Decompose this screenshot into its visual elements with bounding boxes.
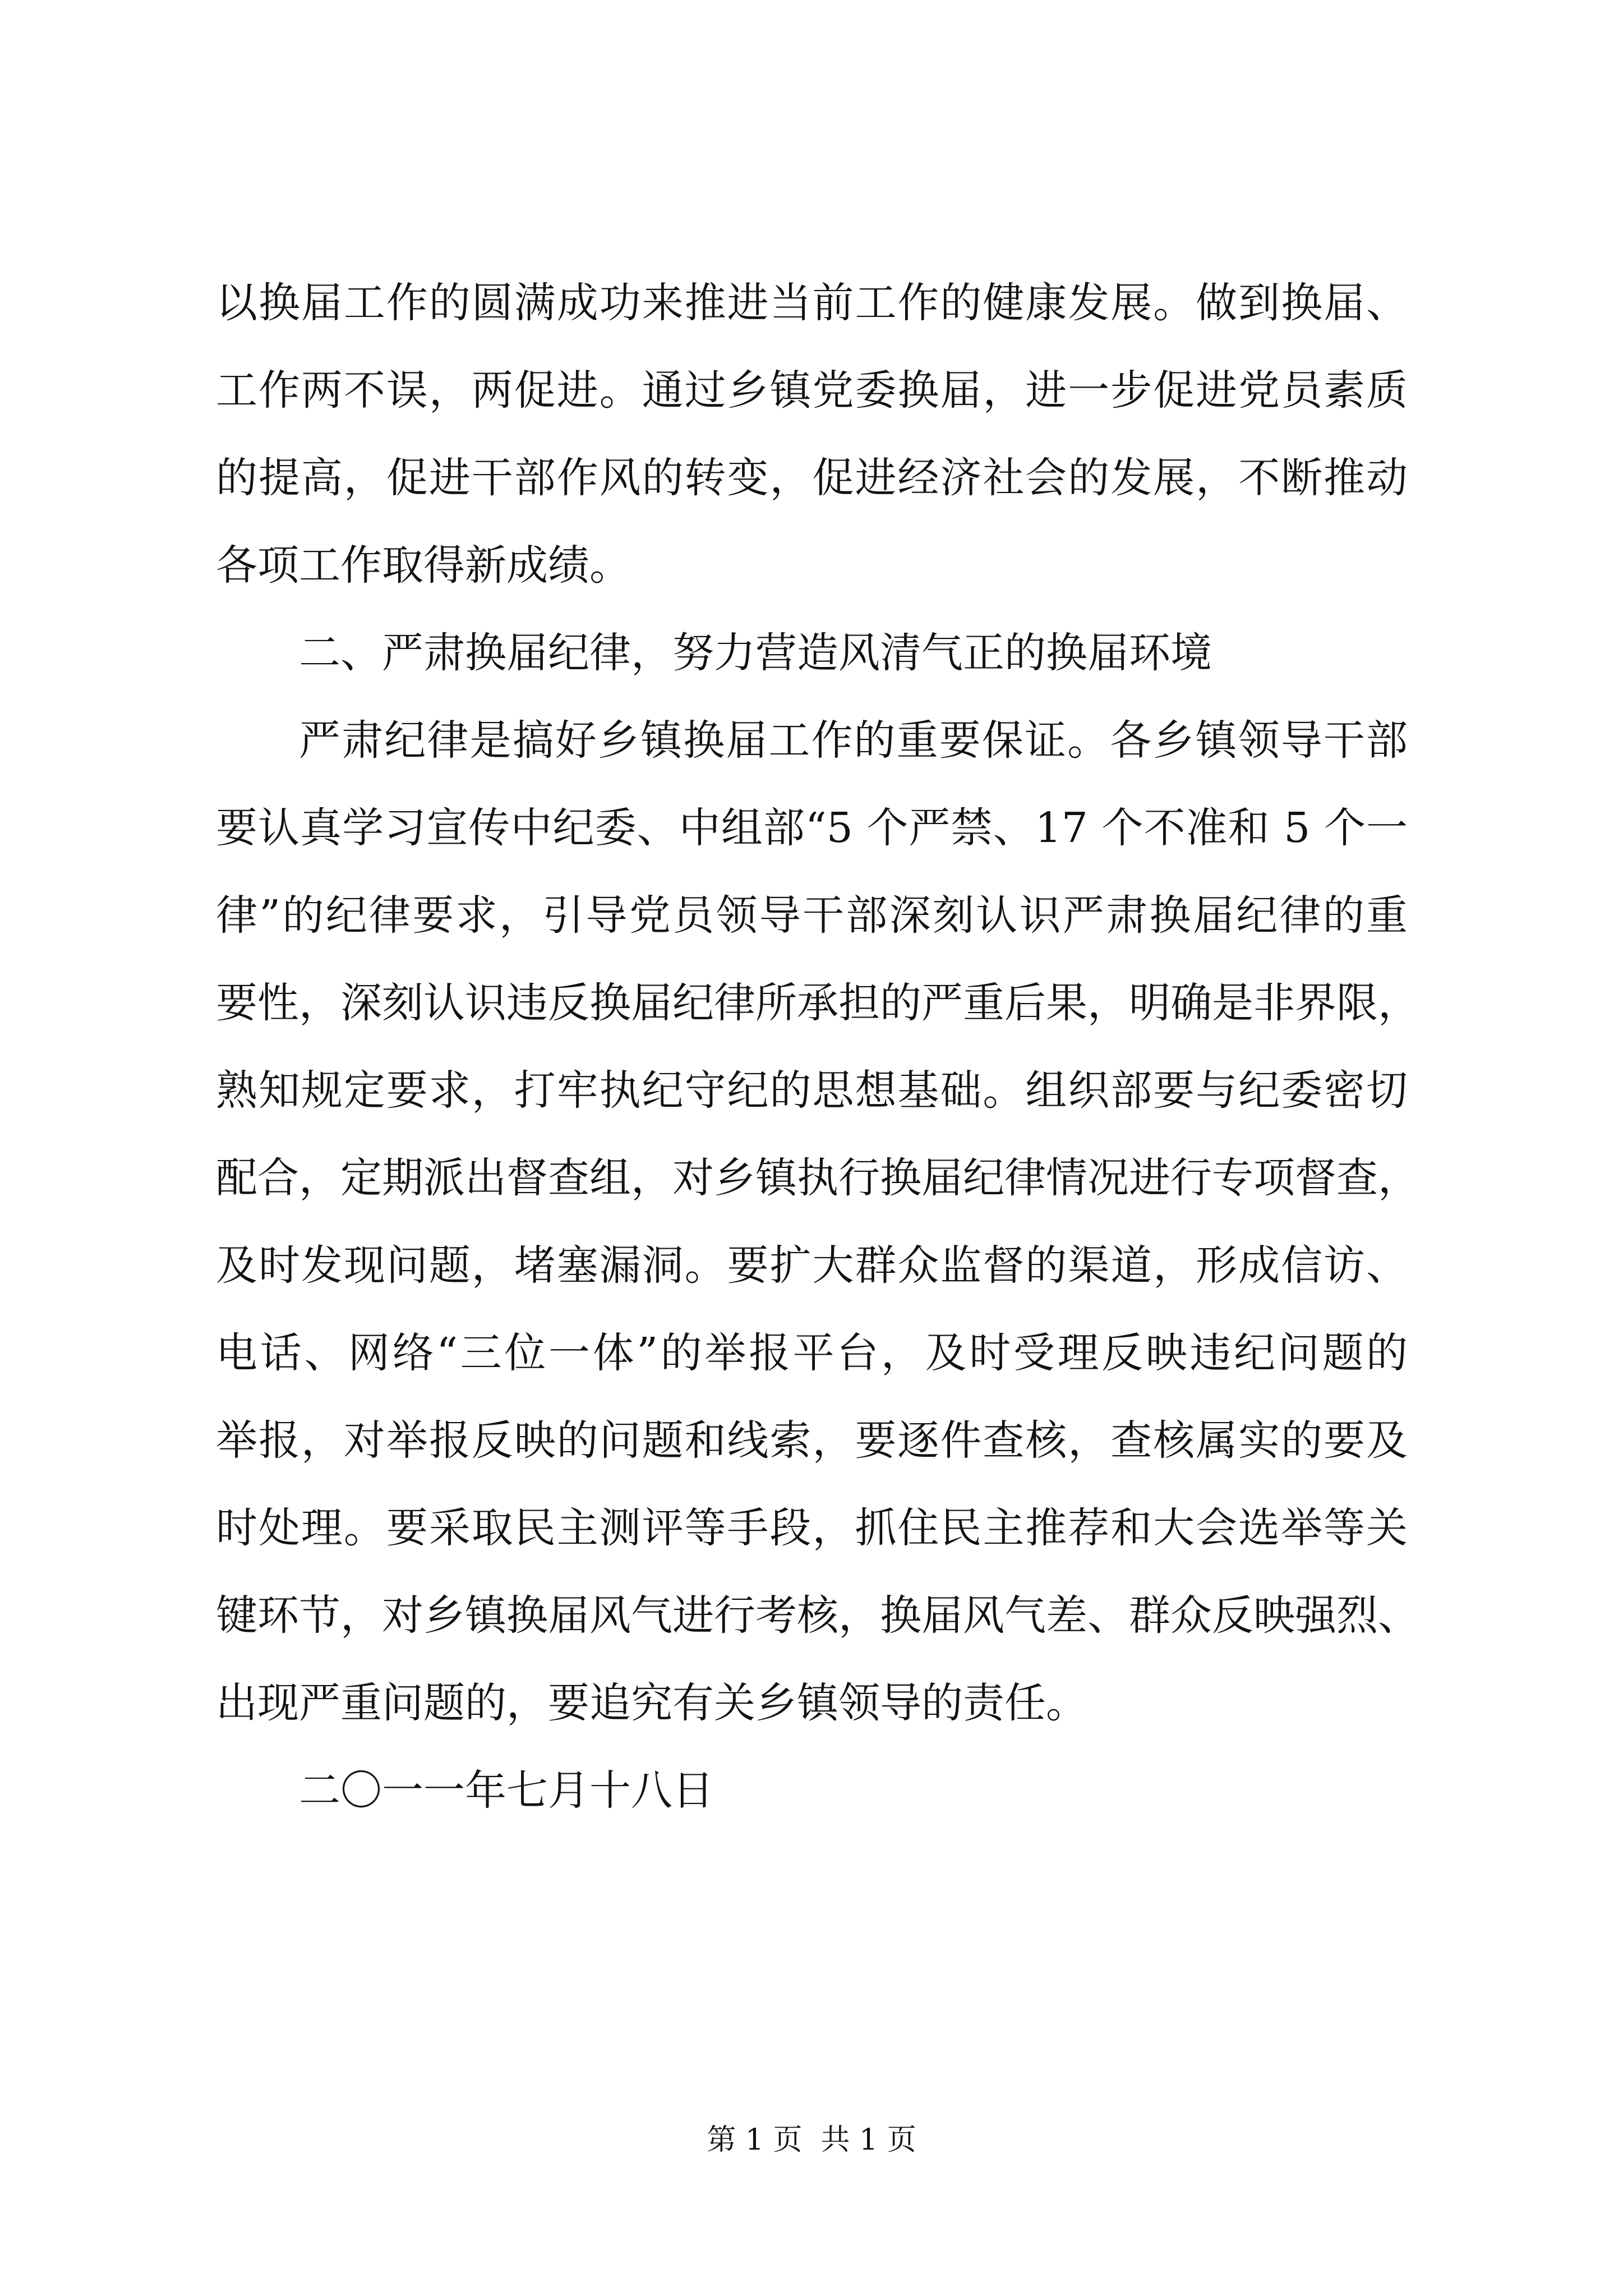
paragraph-2-line-9: 举报，对举报反映的问题和线索，要逐件查核，查核属实的要及 xyxy=(216,1416,1408,1465)
paragraph-1-line-2: 工作两不误，两促进。通过乡镇党委换届，进一步促进党员素质 xyxy=(216,366,1408,415)
paragraph-2-line-1: 严肃纪律是搞好乡镇换届工作的重要保证。各乡镇领导干部 xyxy=(299,716,1408,765)
paragraph-2-line-5: 熟知规定要求，打牢执纪守纪的思想基础。组织部要与纪委密切 xyxy=(216,1066,1408,1115)
paragraph-2-line-6: 配合，定期派出督查组，对乡镇执行换届纪律情况进行专项督查， xyxy=(216,1154,1419,1202)
paragraph-2-line-3: 律”的纪律要求，引导党员领导干部深刻认识严肃换届纪律的重 xyxy=(216,891,1408,940)
paragraph-2-line-7: 及时发现问题，堵塞漏洞。要扩大群众监督的渠道，形成信访、 xyxy=(216,1241,1408,1290)
paragraph-1-line-4: 各项工作取得新成绩。 xyxy=(216,541,631,590)
paragraph-2-line-2: 要认真学习宣传中纪委、中组部“5 个严禁、17 个不准和 5 个一 xyxy=(216,804,1408,852)
paragraph-2-line-12: 出现严重问题的，要追究有关乡镇领导的责任。 xyxy=(216,1679,1087,1727)
section-heading: 二、严肃换届纪律，努力营造风清气正的换届环境 xyxy=(299,629,1212,677)
document-date: 二〇一一年七月十八日 xyxy=(299,1766,714,1815)
paragraph-1-line-3: 的提高，促进干部作风的转变，促进经济社会的发展，不断推动 xyxy=(216,454,1408,502)
document-body xyxy=(216,259,1419,1834)
paragraph-1-line-1: 以换届工作的圆满成功来推进当前工作的健康发展。做到换届、 xyxy=(216,279,1408,327)
paragraph-2-line-8: 电话、网络“三位一体”的举报平台，及时受理反映违纪问题的 xyxy=(216,1329,1408,1377)
paragraph-2-line-11: 键环节，对乡镇换届风气进行考核，换届风气差、群众反映强烈、 xyxy=(216,1591,1419,1640)
paragraph-2-line-10: 时处理。要采取民主测评等手段，抓住民主推荐和大会选举等关 xyxy=(216,1504,1408,1552)
page-footer: 第 1 页 共 1 页 xyxy=(707,2123,916,2157)
paragraph-2-line-4: 要性，深刻认识违反换届纪律所承担的严重后果，明确是非界限， xyxy=(216,979,1419,1027)
